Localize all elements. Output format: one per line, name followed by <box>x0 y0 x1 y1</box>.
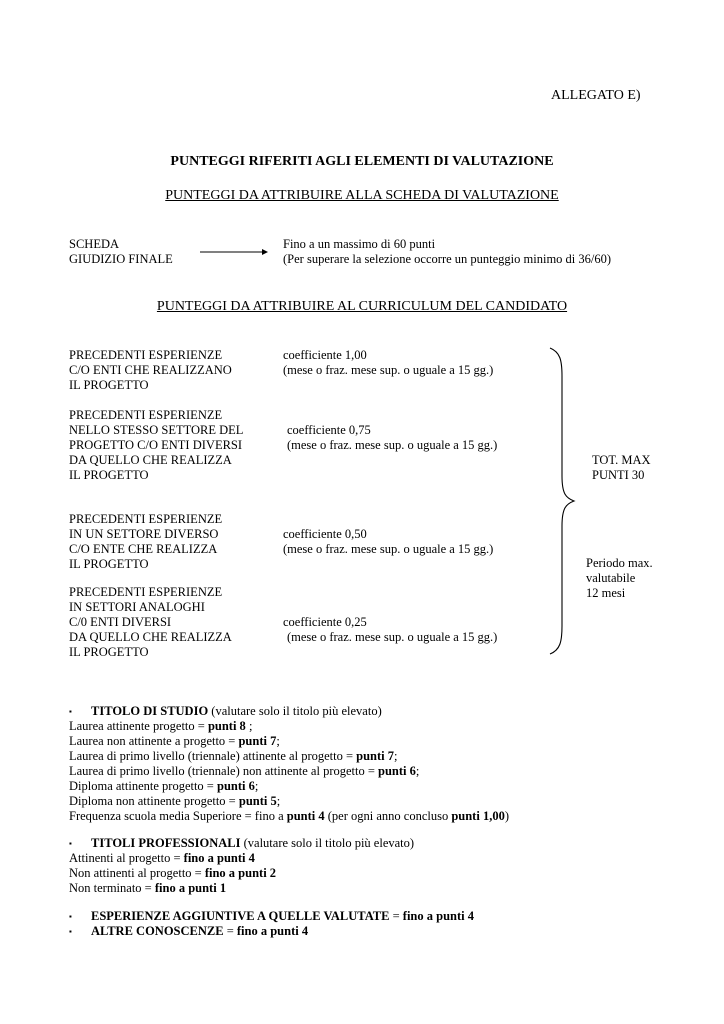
curriculum-block-4: PRECEDENTI ESPERIENZE IN SETTORI ANALOGHI C/0 ENTI DIVERSI DA QUELLO CHE REALIZZA IL PROGETTO <box>69 585 232 659</box>
curriculum-coef-3: coefficiente 0,50 (mese o fraz. mese sup. o uguale a 15 gg.) <box>283 527 494 556</box>
scheda-section-title: PUNTEGGI DA ATTRIBUIRE ALLA SCHEDA DI VALUTAZIONE <box>165 188 559 203</box>
list-item: Laurea di primo livello (triennale) non attinente al progetto = punti 6; <box>69 764 420 778</box>
curriculum-section-title: PUNTEGGI DA ATTRIBUIRE AL CURRICULUM DEL CANDIDATO <box>156 299 568 314</box>
curriculum-block-3: PRECEDENTI ESPERIENZE IN UN SETTORE DIVERSO C/O ENTE CHE REALIZZA IL PROGETTO <box>69 512 223 571</box>
bullet-icon: ▪ <box>69 912 72 921</box>
main-title: PUNTEGGI RIFERITI AGLI ELEMENTI DI VALUTAZIONE <box>170 154 554 169</box>
scheda-left: SCHEDA GIUDIZIO FINALE <box>69 237 173 266</box>
list-item: Frequenza scuola media Superiore = fino a punti 4 (per ogni anno concluso punti 1,00) <box>69 809 509 823</box>
altre-conoscenze-item: ▪ ALTRE CONOSCENZE = fino a punti 4 <box>69 924 309 938</box>
allegato-label: ALLEGATO E) <box>551 88 641 103</box>
scheda-right: Fino a un massimo di 60 punti (Per superare la selezione occorre un punteggio minimo di 36/60) <box>283 237 612 266</box>
titoli-professionali-list <box>69 851 276 896</box>
titolo-studio-heading: ▪ TITOLO DI STUDIO (valutare solo il titolo più elevato) <box>69 704 382 718</box>
curriculum-coef-1: coefficiente 1,00 (mese o fraz. mese sup. o uguale a 15 gg.) <box>283 348 494 377</box>
titolo-studio-list <box>69 719 509 824</box>
list-item: Non attinenti al progetto = fino a punti 2 <box>69 866 277 880</box>
titoli-professionali-heading: ▪ TITOLI PROFESSIONALI (valutare solo il titolo più elevato) <box>69 836 415 850</box>
curriculum-coef-2: coefficiente 0,75 (mese o fraz. mese sup. o uguale a 15 gg.) <box>287 423 498 452</box>
list-item: Laurea di primo livello (triennale) attinente al progetto = punti 7; <box>69 749 398 763</box>
list-item: Diploma non attinente progetto = punti 5; <box>69 794 281 808</box>
bullet-icon: ▪ <box>69 839 72 848</box>
bullet-icon: ▪ <box>69 927 72 936</box>
curly-brace-icon <box>546 346 580 656</box>
list-item: Non terminato = fino a punti 1 <box>69 881 227 895</box>
arrow-right-icon <box>198 246 270 258</box>
list-item: Diploma attinente progetto = punti 6; <box>69 779 259 793</box>
curriculum-block-1: PRECEDENTI ESPERIENZE C/O ENTI CHE REALIZZANO IL PROGETTO <box>69 348 232 392</box>
bullet-icon: ▪ <box>69 707 72 716</box>
curriculum-coef-4: coefficiente 0,25 (mese o fraz. mese sup. o uguale a 15 gg.) <box>283 615 498 644</box>
periodo-label: Periodo max. valutabile 12 mesi <box>586 556 653 600</box>
list-item: Attinenti al progetto = fino a punti 4 <box>69 851 255 865</box>
curriculum-block-2: PRECEDENTI ESPERIENZE NELLO STESSO SETTORE DEL PROGETTO C/O ENTI DIVERSI DA QUELLO CHE REALIZZA IL PROGETTO <box>69 408 244 482</box>
esperienze-aggiuntive-item: ▪ ESPERIENZE AGGIUNTIVE A QUELLE VALUTATE = fino a punti 4 <box>69 909 475 923</box>
list-item: Laurea attinente progetto = punti 8 ; <box>69 719 253 733</box>
list-item: Laurea non attinente a progetto = punti 7; <box>69 734 280 748</box>
tot-max-label: TOT. MAX PUNTI 30 <box>592 453 651 482</box>
